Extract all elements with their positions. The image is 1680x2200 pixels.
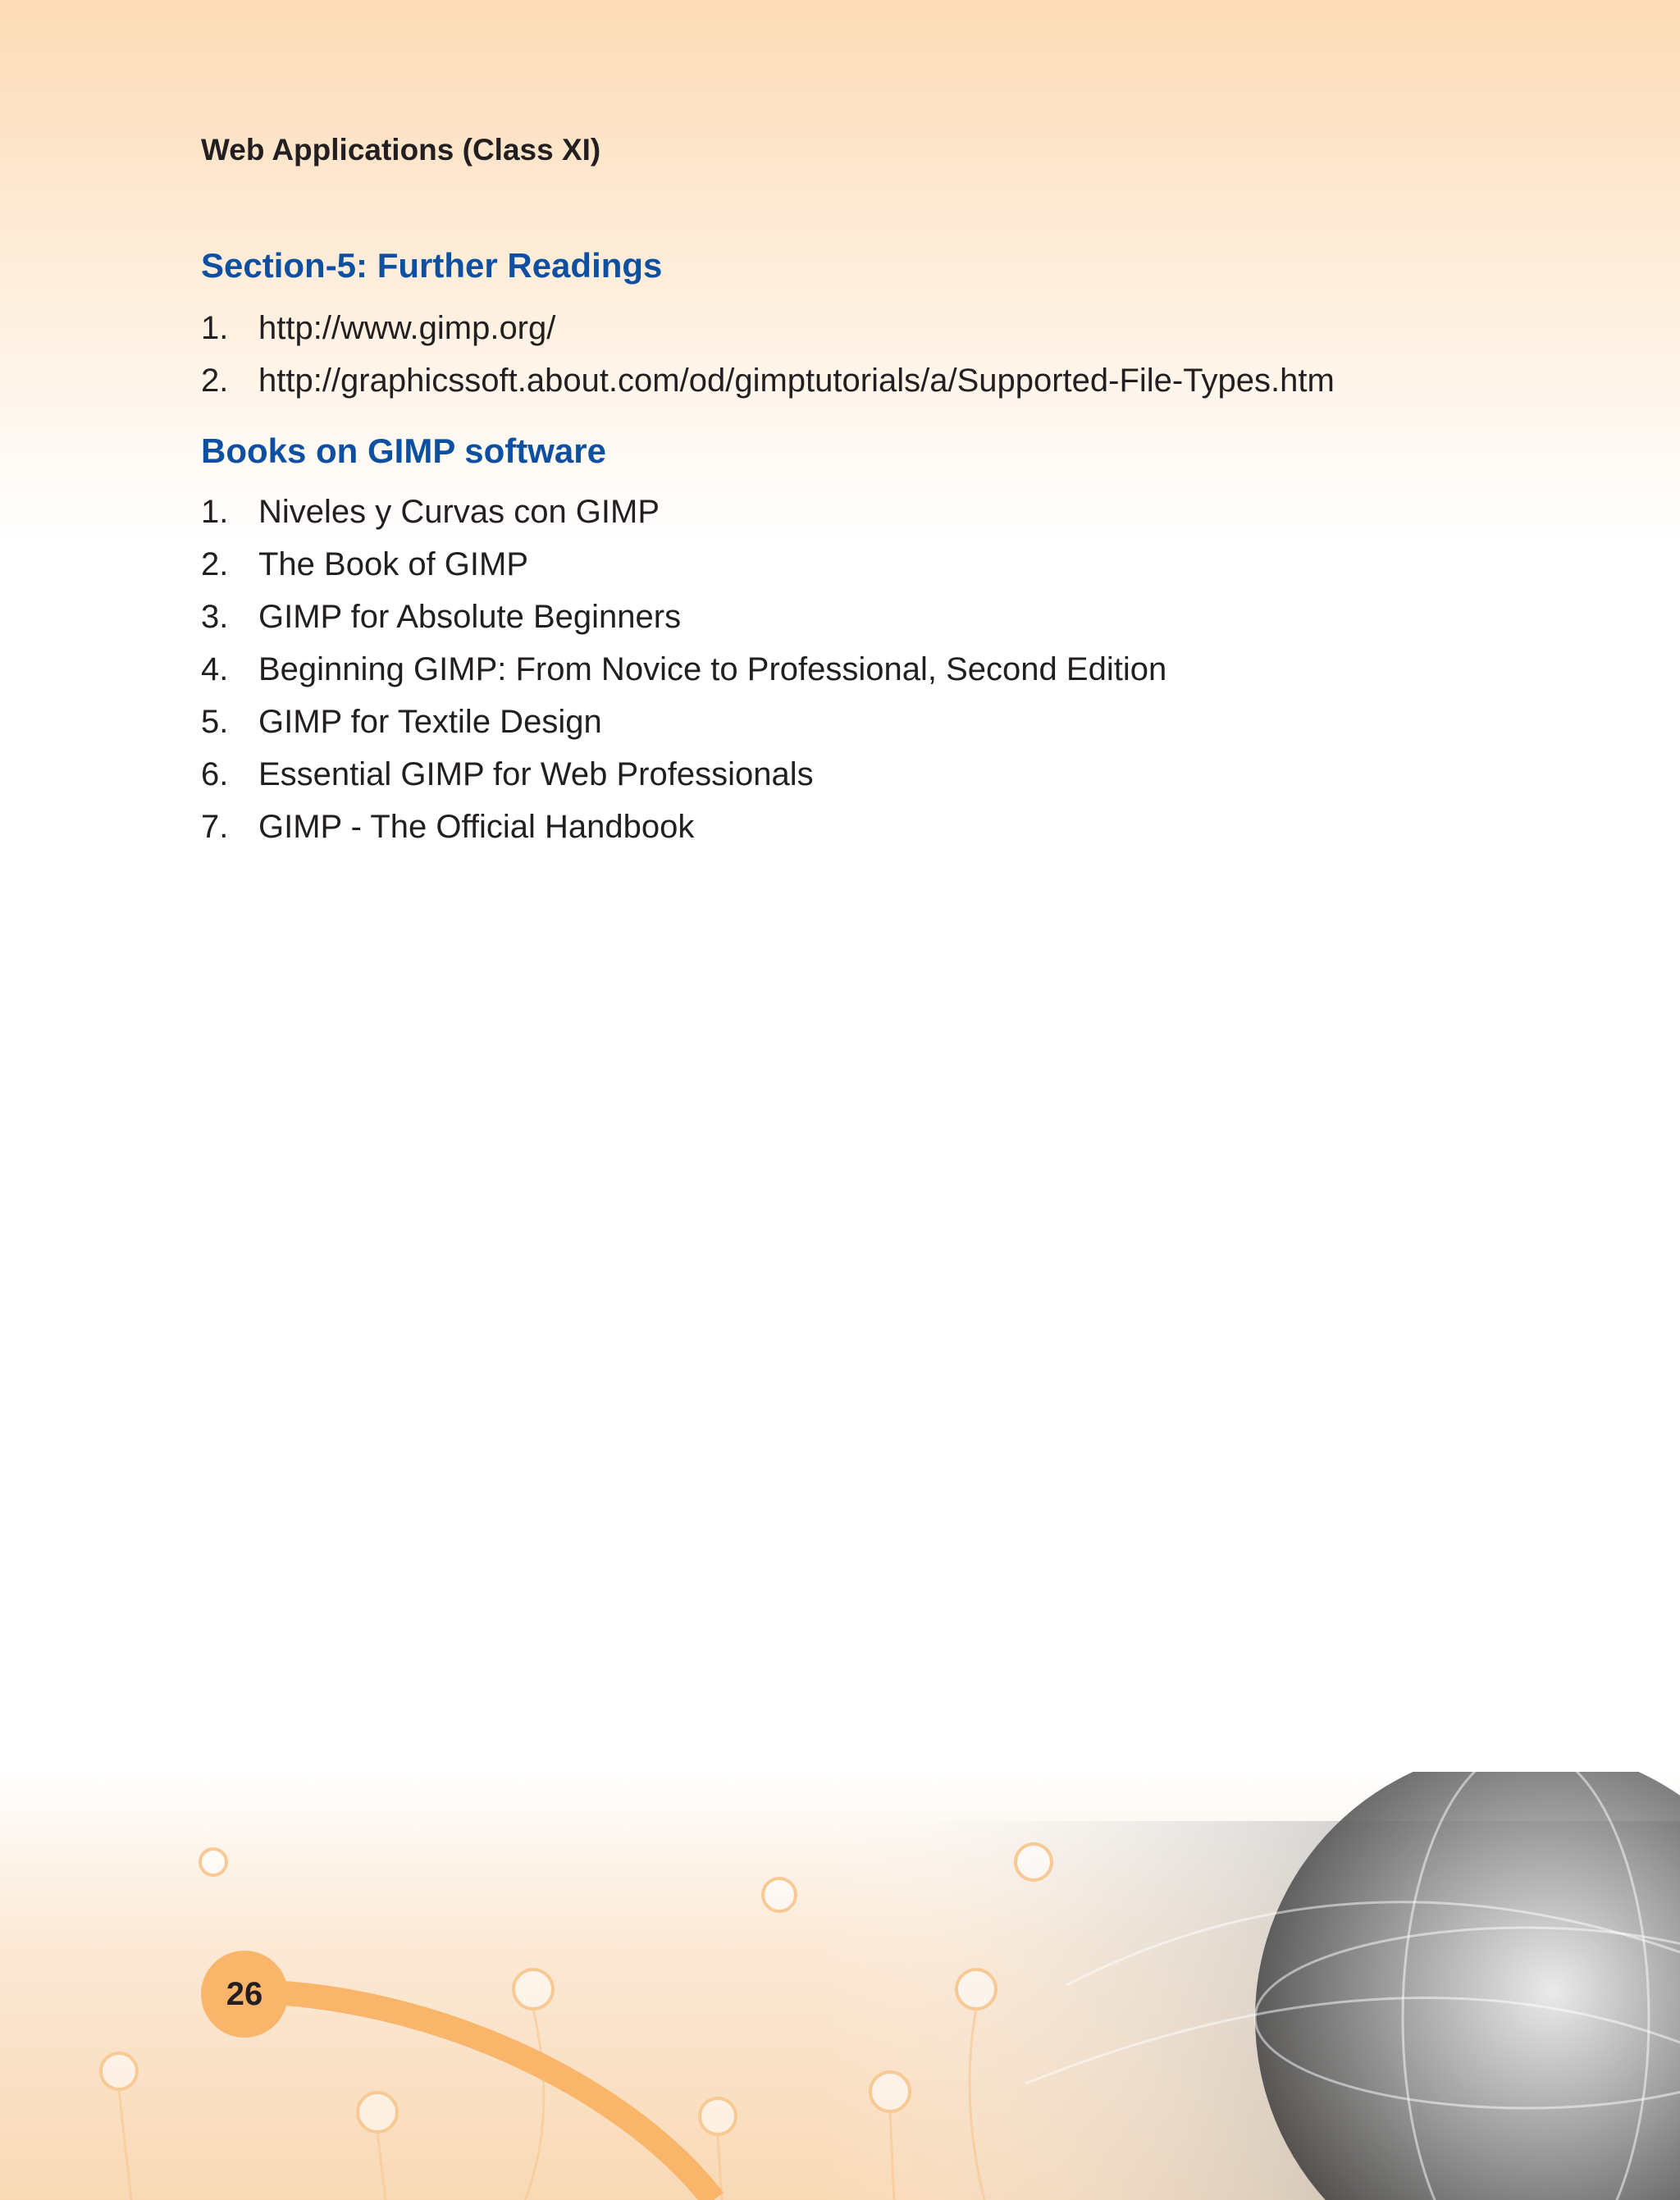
list-number: 6. bbox=[201, 756, 229, 792]
list-number: 1. bbox=[201, 310, 229, 346]
book-title: GIMP - The Official Handbook bbox=[258, 809, 695, 845]
list-number: 2. bbox=[201, 363, 229, 399]
book-title: Beginning GIMP: From Novice to Professional, Second Edition bbox=[258, 651, 1167, 687]
list-number: 1. bbox=[201, 494, 229, 530]
reading-link[interactable]: http://www.gimp.org/ bbox=[258, 310, 556, 346]
list-item bbox=[201, 302, 1335, 354]
book-title: Niveles y Curvas con GIMP bbox=[258, 494, 660, 530]
list-item bbox=[201, 696, 1166, 748]
list-number: 2. bbox=[201, 546, 229, 582]
further-readings-list bbox=[201, 302, 1335, 407]
book-title: GIMP for Absolute Beginners bbox=[258, 599, 682, 635]
list-item bbox=[201, 538, 1166, 591]
reading-link[interactable]: http://graphicssoft.about.com/od/gimptutorials/a/Supported-File-Types.htm bbox=[258, 363, 1335, 399]
running-header: Web Applications (Class XI) bbox=[201, 133, 601, 167]
book-title: The Book of GIMP bbox=[258, 546, 529, 582]
page-number: 26 bbox=[226, 1975, 263, 2012]
book-title: GIMP for Textile Design bbox=[258, 704, 602, 740]
list-number: 4. bbox=[201, 651, 229, 687]
list-item bbox=[201, 801, 1166, 853]
list-item bbox=[201, 643, 1166, 696]
section-heading-further-readings: Section-5: Further Readings bbox=[201, 246, 663, 285]
list-item bbox=[201, 748, 1166, 801]
books-list bbox=[201, 486, 1166, 853]
list-number: 5. bbox=[201, 704, 229, 740]
page-number-badge bbox=[201, 1951, 288, 2038]
list-item bbox=[201, 354, 1335, 407]
list-number: 7. bbox=[201, 809, 229, 845]
book-title: Essential GIMP for Web Professionals bbox=[258, 756, 814, 792]
section-heading-books: Books on GIMP software bbox=[201, 431, 606, 470]
list-item bbox=[201, 486, 1166, 538]
list-number: 3. bbox=[201, 599, 229, 635]
list-item bbox=[201, 591, 1166, 643]
